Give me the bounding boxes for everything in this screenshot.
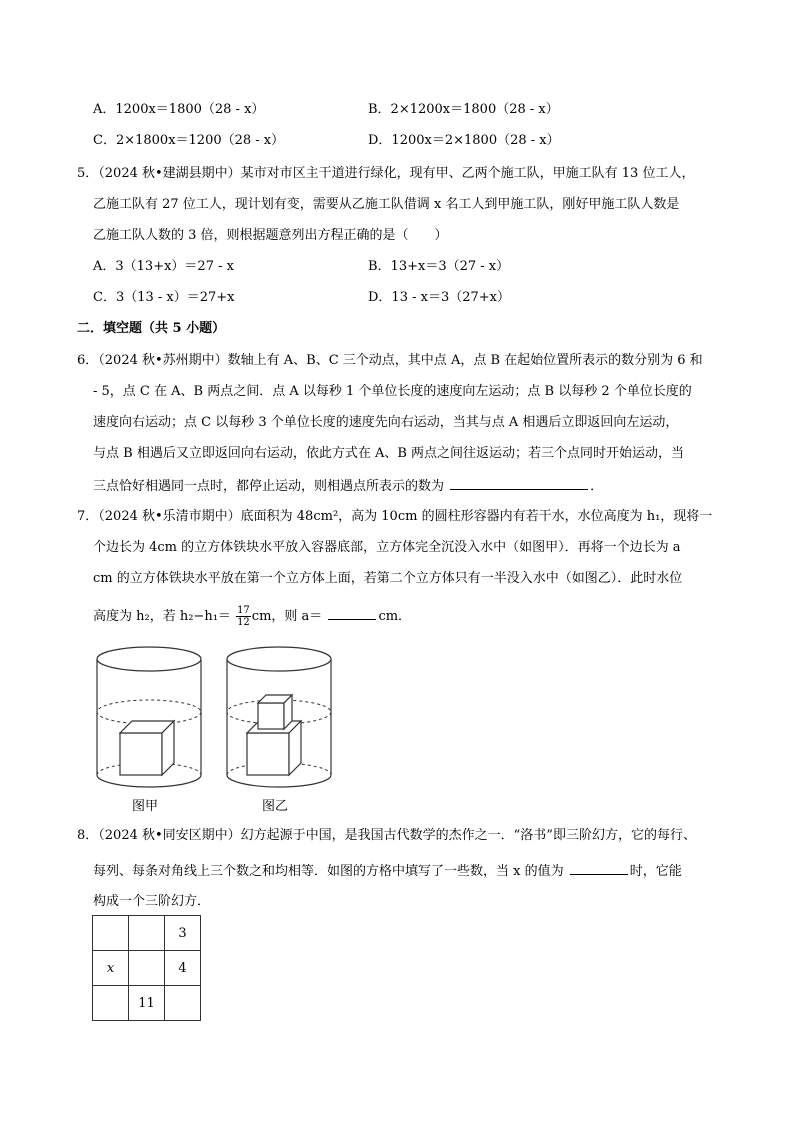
grid-cell: x — [93, 951, 129, 986]
q5-option-c: C．3（13 - x）＝27+x — [93, 290, 235, 305]
cylinder-figure-a — [94, 645, 204, 795]
q7-line-3: cm 的立方体铁块水平放在第一个立方体上面，若第二个立方体只有一半没入水中（如图乙）．此时水位 — [93, 571, 683, 586]
q7-line-2: 个边长为 4cm 的立方体铁块水平放入容器底部，立方体完全沉没入水中（如图甲）．再将一个边长为 a — [93, 540, 681, 555]
grid-cell: 3 — [165, 916, 201, 951]
q5-line-1: 5．（2024 秋•建湖县期中）某市对市区主干道进行绿化，现有甲、乙两个施工队，甲施工队有 13 位工人， — [77, 166, 695, 181]
q7-line-4 — [93, 605, 411, 628]
figure-b-caption: 图乙 — [262, 799, 289, 814]
q6-line-5 — [93, 475, 603, 497]
q5-line-3: 乙施工队人数的 3 倍，则根据题意列出方程正确的是（ ） — [93, 228, 448, 243]
q8-line-2 — [93, 860, 682, 882]
q5-option-d: D．13 - x＝3（27+x） — [368, 290, 510, 305]
q8-line-3: 构成一个三阶幻方． — [93, 894, 211, 909]
grid-cell — [93, 916, 129, 951]
grid-cell: 4 — [165, 951, 201, 986]
q7-answer-blank[interactable] — [328, 605, 376, 620]
figure-a-caption: 图甲 — [132, 799, 159, 814]
q8-answer-blank[interactable] — [570, 860, 628, 875]
grid-cell — [129, 951, 165, 986]
q5-option-a: A．3（13+x）＝27 - x — [93, 259, 234, 274]
section-heading: 二．填空题（共 5 小题） — [77, 321, 226, 336]
grid-cell: 11 — [129, 986, 165, 1021]
q6-line-5-text: 三点恰好相遇同一点时，都停止运动，则相遇点所表示的数为 — [93, 479, 445, 494]
q6-line-3: 速度向右运动；点 C 以每秒 3 个单位长度的速度先向右运动，当其与点 A 相遇后立即返回向左运动， — [93, 415, 679, 430]
q5-option-b: B．13+x＝3（27 - x） — [368, 259, 510, 274]
q7-fraction — [236, 605, 251, 628]
q7-line-4-end: cm． — [378, 609, 412, 624]
cylinder-figure-b — [224, 645, 334, 795]
q6-line-4: 与点 B 相遇后又立即返回向右运动，依此方式在 A、B 两点之间往返运动；若三个点同时开始运动，当 — [93, 446, 685, 461]
q7-line-4-mid: cm，则 a＝ — [251, 609, 323, 624]
grid-cell — [129, 916, 165, 951]
q4-option-b: B．2×1200x＝1800（28 - x） — [368, 102, 559, 117]
q5-line-2: 乙施工队有 27 位工人，现计划有变，需要从乙施工队借调 x 名工人到甲施工队，刚好甲施工队人数是 — [93, 197, 680, 212]
q7-line-1: 7．（2024 秋•乐清市期中）底面积为 48cm²，高为 10cm 的圆柱形容器内有若干水，水位高度为 h₁，现将一 — [77, 509, 713, 524]
q7-line-4-pre: 高度为 h₂，若 h₂−h₁＝ — [93, 609, 231, 624]
magic-square-grid — [92, 915, 201, 1021]
q7-fraction-denominator: 12 — [237, 617, 250, 628]
grid-cell — [165, 986, 201, 1021]
q6-line-2: - 5，点 C 在 A、B 两点之间．点 A 以每秒 1 个单位长度的速度向左运动；点 B 以每秒 2 个单位长度的 — [93, 384, 692, 399]
q4-option-c: C．2×1800x＝1200（28 - x） — [93, 133, 285, 148]
q8-line-1: 8．（2024 秋•同安区期中）幻方起源于中国，是我国古代数学的杰作之一．“洛书”即三阶幻方，它的每行、 — [77, 828, 696, 843]
q4-option-d: D．1200x＝2×1800（28 - x） — [368, 133, 560, 148]
grid-cell — [93, 986, 129, 1021]
q4-option-a: A．1200x＝1800（28 - x） — [93, 102, 265, 117]
q6-line-1: 6．（2024 秋•苏州期中）数轴上有 A、B、C 三个动点，其中点 A，点 B 在起始位置所表示的数分别为 6 和 — [77, 353, 703, 368]
q6-line-5-end: ． — [590, 479, 604, 494]
q8-line-2-end: 时，它能 — [629, 864, 682, 879]
q7-fraction-numerator: 17 — [237, 605, 250, 616]
q8-line-2-pre: 每列、每条对角线上三个数之和均相等．如图的方格中填写了一些数，当 x 的值为 — [93, 864, 564, 879]
q6-answer-blank[interactable] — [450, 475, 588, 490]
